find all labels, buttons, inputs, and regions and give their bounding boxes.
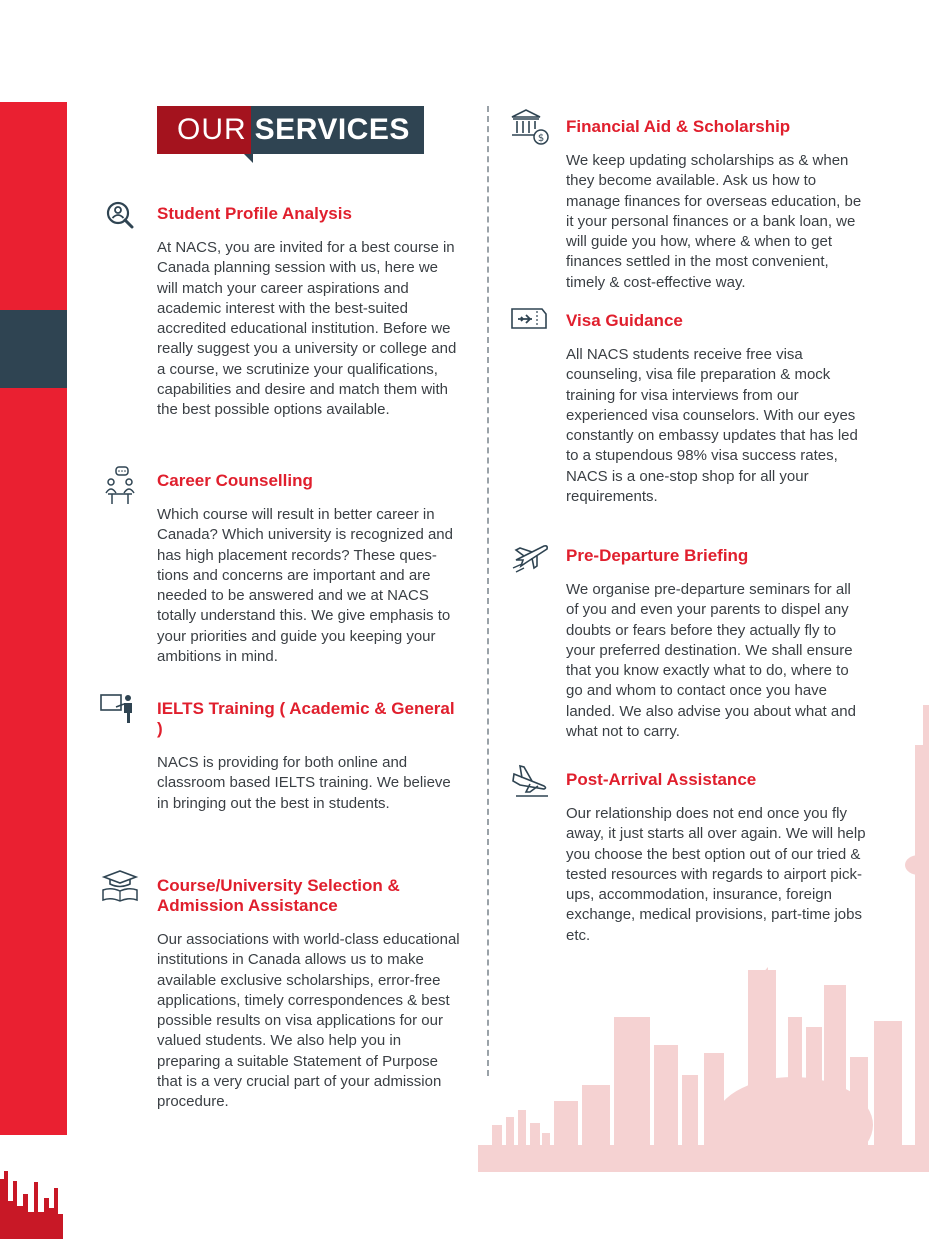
service-description: All NACS students receive free visa counseling, visa file preparation & mock training for visa interviews from our experienced visa counselors. With our eyes constantly on embassy updates that has led to a stupendous 98% visa success rates, NACS is a one-stop shop for all your requirements. xyxy=(566,346,858,506)
title-our: OUR xyxy=(157,106,251,154)
service-heading: Visa Guidance xyxy=(566,311,683,330)
service-description: Our associations with world-class educational institutions in Canada allows us to make available exclusive scholarships, error-free applications, timely correspondences & best possible results on visa applications for our valued students. We also help you in preparing a suitable Statement of Purpose that is a very crucial part of your admission procedure. xyxy=(157,931,460,1111)
service-heading: Pre-Departure Briefing xyxy=(566,546,749,565)
service-heading: Post-Arrival Assistance xyxy=(566,770,757,789)
service-post-arrival-assistance xyxy=(566,770,866,946)
svg-text:$: $ xyxy=(537,133,545,144)
left-skyline-graphic xyxy=(0,1159,67,1239)
left-accent-bar xyxy=(0,102,67,1135)
left-accent-dark-block xyxy=(0,310,67,388)
service-career-counselling xyxy=(157,471,462,667)
service-description: NACS is providing for both online and classroom based IELTS training. We believe in bringing out the best in students. xyxy=(157,754,451,812)
plane-arrival-icon xyxy=(510,760,550,800)
service-visa-guidance xyxy=(566,311,866,507)
page-title xyxy=(157,106,424,154)
service-ielts-training xyxy=(157,699,462,814)
service-course-university-selection xyxy=(157,876,462,1113)
service-heading: Course/University Selection & Admission Assistance xyxy=(157,876,400,915)
magnifier-person-icon xyxy=(100,196,140,236)
teacher-board-icon xyxy=(100,691,140,731)
service-heading: Financial Aid & Scholarship xyxy=(566,117,791,136)
plane-ticket-icon xyxy=(510,301,550,341)
service-description: At NACS, you are invited for a best course in Canada planning session with us, here we will match your career aspirations and academic interest with the best-suited accredited educational institution. Before we really suggest you a university or college and a course, we scrutinize your qualifications, capabilities and desire and match them with the best possible options available. xyxy=(157,239,457,419)
service-financial-aid xyxy=(537,117,866,293)
bank-dollar-icon xyxy=(510,107,550,147)
service-heading: Career Counselling xyxy=(157,471,313,490)
service-description: Which course will result in better career in Canada? Which university is recognized and has high placement records? These ques-tions and concerns are important and are needed to be answered and we at NACS totally understand this. We give emphasis to your priorities and guide you keeping your ambitions in mind. xyxy=(157,506,453,666)
service-description: Our relationship does not end once you fly away, it just starts all over again. We will help you choose the best option out of our tried & tested resources with regards to airport pick-ups, accommodation, insurance, foreign exchange, medical provisions, part-time jobs etc. xyxy=(566,805,866,944)
service-pre-departure-briefing xyxy=(566,546,866,742)
title-services: SERVICES xyxy=(251,106,424,154)
service-heading: IELTS Training ( Academic & General ) xyxy=(157,699,455,738)
graduation-cap-icon xyxy=(100,868,140,908)
service-student-profile-analysis xyxy=(157,204,462,421)
plane-departure-icon xyxy=(510,536,550,576)
service-heading: Student Profile Analysis xyxy=(157,204,352,223)
counselling-icon xyxy=(100,461,140,511)
service-description: We keep updating scholarships as & when they become available. Ask us how to manage finances for overseas education, be it your personal finances or a bank loan, we will guide you how, where & when to get finances settled in the most convenient, timely & cost-effective way. xyxy=(566,152,862,291)
service-description: We organise pre-departure seminars for all of you and even your parents to dispel any doubts or fears before they actually fly to your preferred destination. We shall ensure that you know exactly what to do, where to go and whom to contact once you have landed. We also advise you about what and what not to carry. xyxy=(566,581,856,741)
